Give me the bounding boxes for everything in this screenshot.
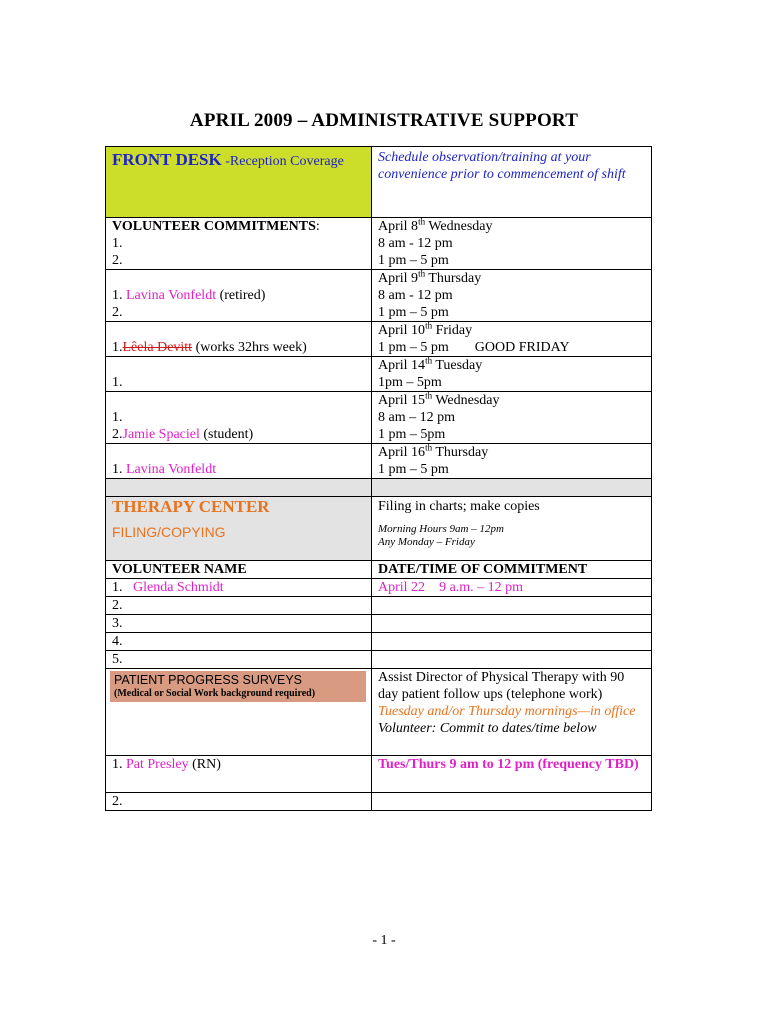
shift-time: 1 pm – 5 pm GOOD FRIDAY	[378, 340, 570, 355]
therapy-task: Filing in charts; make copies	[378, 499, 540, 514]
therapy-volunteer-cell: 1. Glenda Schmidt	[106, 579, 372, 597]
volunteer-slot: 2.	[112, 305, 123, 320]
shift-time: 8 am - 12 pm	[378, 236, 453, 251]
shift-row	[106, 444, 652, 479]
therapy-row: 3.	[106, 615, 652, 633]
volunteer-slot: 1.	[112, 236, 123, 251]
volunteer-slot: 1.	[112, 375, 123, 390]
surveys-requirement: (Medical or Social Work background required)	[114, 688, 316, 699]
surveys-heading-cell	[106, 669, 372, 756]
commitments-label: VOLUNTEER COMMITMENTS	[112, 219, 316, 234]
struck-volunteer-name: Lêela Devitt	[122, 340, 193, 355]
page-number: - 1 -	[372, 933, 396, 948]
shift-time: 1 pm – 5pm	[378, 427, 446, 442]
therapy-days: Any Monday – Friday	[378, 536, 475, 548]
volunteer-slot: 1.	[112, 410, 123, 425]
shift-row	[106, 392, 652, 444]
shift-volunteer-cell	[106, 392, 372, 444]
surveys-heading: PATIENT PROGRESS SURVEYS	[114, 673, 303, 687]
shift-row	[106, 322, 652, 357]
shift-time: 1pm – 5pm	[378, 375, 442, 390]
volunteer-slot: 1. Lavina Vonfeldt	[112, 462, 217, 477]
volunteer-slot: 1.Lêela Devitt (works 32hrs week)	[112, 340, 307, 355]
therapy-hours: Morning Hours 9am – 12pm	[378, 523, 504, 535]
shift-time: 1 pm – 5 pm	[378, 305, 449, 320]
therapy-header-row	[106, 497, 652, 561]
shift-time: 1 pm – 5 pm	[378, 253, 449, 268]
shift-date-cell	[372, 322, 652, 357]
front-desk-note-cell	[372, 147, 652, 218]
shift-date: April 15th Wednesday	[378, 390, 500, 408]
therapy-column-header-row	[106, 561, 652, 579]
shift-date: April 10th Friday	[378, 320, 473, 338]
therapy-heading-cell	[106, 497, 372, 561]
volunteer-name: Lavina Vonfeldt	[126, 288, 217, 303]
surveys-time-cell: Tues/Thurs 9 am to 12 pm (frequency TBD)	[372, 756, 652, 793]
shift-time: 1 pm – 5 pm	[378, 462, 449, 477]
front-desk-heading: FRONT DESK	[112, 150, 222, 169]
shift-date-cell	[372, 270, 652, 322]
shift-row	[106, 270, 652, 322]
shift-date-cell	[372, 357, 652, 392]
shift-volunteer-cell	[106, 322, 372, 357]
shift-time: 8 am – 12 pm	[378, 410, 455, 425]
therapy-subheading: FILING/COPYING	[112, 524, 226, 540]
volunteer-name-header: VOLUNTEER NAME	[106, 561, 372, 579]
therapy-row: 5.	[106, 651, 652, 669]
good-friday-note: GOOD FRIDAY	[474, 340, 570, 355]
page-title: APRIL 2009 – ADMINISTRATIVE SUPPORT	[189, 110, 579, 131]
shift-date: April 9th Thursday	[378, 268, 482, 286]
volunteer-slot: 1. Lavina Vonfeldt (retired)	[112, 288, 266, 303]
front-desk-heading-cell	[106, 147, 372, 218]
shift-volunteer-cell	[106, 270, 372, 322]
volunteer-slot: 2.	[112, 253, 123, 268]
volunteer-name: Pat Presley	[126, 757, 189, 772]
surveys-task-cell	[372, 669, 652, 756]
surveys-volunteer-cell: 1. Pat Presley (RN)	[106, 756, 372, 793]
front-desk-header-row	[106, 147, 652, 218]
volunteer-name: Jamie Spaciel	[122, 427, 200, 442]
shift-date-cell	[372, 392, 652, 444]
shift-time: 8 am - 12 pm	[378, 288, 453, 303]
shift-date: April 16th Thursday	[378, 442, 489, 460]
surveys-heading-box	[110, 671, 366, 702]
volunteer-slot: 2.Jamie Spaciel (student)	[112, 427, 254, 442]
surveys-commit-note: Volunteer: Commit to dates/time below	[378, 721, 597, 736]
shift-date-cell	[372, 444, 652, 479]
front-desk-note: Schedule observation/training at your convenience prior to commencement of shift	[378, 150, 626, 182]
surveys-task: Assist Director of Physical Therapy with 90 day patient follow ups (telephone work)	[378, 670, 625, 702]
shift-row	[106, 357, 652, 392]
surveys-schedule: Tuesday and/or Thursday mornings—in office	[378, 704, 636, 719]
shift-row	[106, 218, 652, 270]
shift-date: April 8th Wednesday	[378, 216, 493, 234]
therapy-row	[106, 579, 652, 597]
shift-date: April 14th Tuesday	[378, 355, 483, 373]
shift-volunteer-cell	[106, 357, 372, 392]
surveys-row	[106, 756, 652, 793]
front-desk-subheading: -Reception Coverage	[225, 154, 344, 169]
therapy-row: 2.	[106, 597, 652, 615]
shift-volunteer-cell: VOLUNTEER COMMITMENTS: 1. 2.	[106, 218, 372, 270]
shift-date-cell	[372, 218, 652, 270]
volunteer-name: Lavina Vonfeldt	[126, 462, 217, 477]
therapy-task-cell	[372, 497, 652, 561]
spacer-row	[106, 479, 652, 497]
surveys-header-row	[106, 669, 652, 756]
volunteer-name: Glenda Schmidt	[133, 580, 224, 595]
therapy-commitment-cell: April 22 9 a.m. – 12 pm	[372, 579, 652, 597]
commitment-header: DATE/TIME OF COMMITMENT	[372, 561, 652, 579]
therapy-row: 4.	[106, 633, 652, 651]
therapy-heading: THERAPY CENTER	[112, 497, 270, 516]
shift-volunteer-cell	[106, 444, 372, 479]
surveys-row: 2.	[106, 793, 652, 811]
schedule-table	[105, 146, 652, 811]
